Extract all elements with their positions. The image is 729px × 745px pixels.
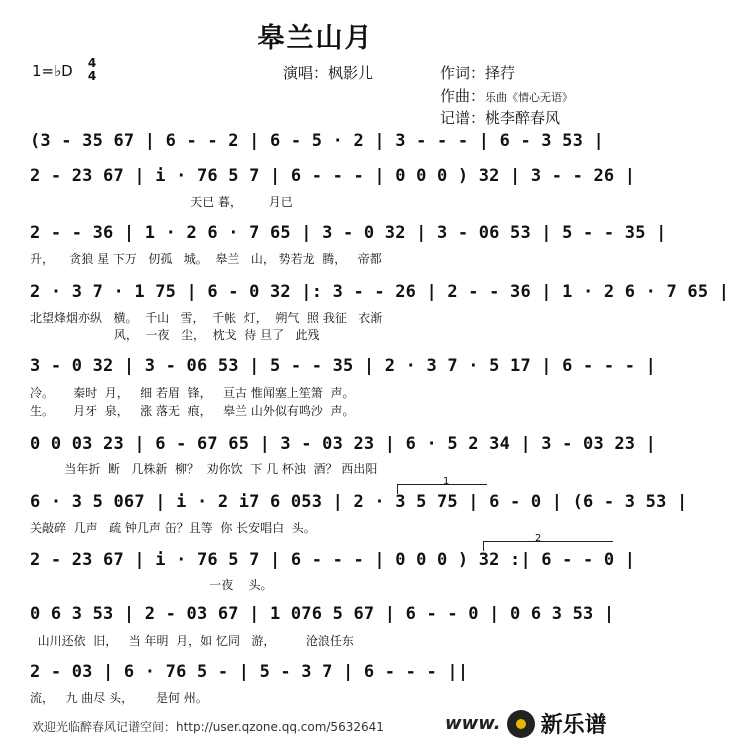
ending-bracket-1-number: 1 [443,476,450,487]
lyricist-credit: 作词：择荇 [440,64,516,82]
time-signature [85,57,99,83]
notation-row-6: 0 0 03 23 | 6 - 67 65 | 3 - 03 23 | 6 · 5 2 34 | 3 - 03 23 | [30,434,657,454]
notation-row-5: 3 - 0 32 | 3 - 06 53 | 5 - - 35 | 2 · 3 7 · 5 17 | 6 - - - | [30,356,657,376]
transcriber-credit: 记谱：桃李醉春风 [440,109,561,127]
notation-row-2: 2 - 23 67 | i · 76 5 7 | 6 - - - | 0 0 0 ) 32 | 3 - - 26 | [30,166,636,186]
footer-visit-text: 欢迎光临醉春风记谱空间：http://user.qzone.qq.com/5632641 [32,720,384,734]
notation-row-3: 2 - - 36 | 1 · 2 6 · 7 65 | 3 - 0 32 | 3 - 06 53 | 5 - - 35 | [30,223,667,243]
watermark-www: www. [445,713,501,734]
composer-label: 作曲： [440,87,486,105]
ending-bracket-1-line [397,484,487,485]
lyric-row-10-verse-1: 流， 九 曲尽 头， 是何 州。 [30,691,208,705]
composer-value: 乐曲《情心无语》 [485,91,574,104]
lyric-row-7-verse-1: 关敲碎 几声 疏 钟几声 缶？且等 你 长安唱白 头。 [30,521,316,535]
composer-credit [440,85,573,106]
lyric-row-9-verse-1: 山川还依 旧， 当 年明 月，如 忆同 游， 沧浪任东 [30,634,354,648]
lyric-row-4-verse-1: 北望烽烟亦纵 横。 千山 雪， 千帐 灯， 朔气 照 我征 衣渐 [30,311,383,325]
score-title: 皋兰山月 [257,23,374,54]
lyric-row-6-verse-1: 当年折 断 几株新 柳？ 劝你饮 下 几 杯浊 酒？ 西出阳 [30,462,378,476]
watermark-brand: 新乐谱 [540,713,607,738]
notation-row-10: 2 - 03 | 6 · 76 5 - | 5 - 3 7 | 6 - - - || [30,662,469,682]
notation-row-1: (3 - 35 67 | 6 - - 2 | 6 - 5 · 2 | 3 - - - | 6 - 3 53 | [30,131,604,151]
lyric-row-4-verse-2: 风， 一夜 尘， 枕戈 待 旦了 此残 [30,328,320,342]
notation-row-8: 2 - 23 67 | i · 76 5 7 | 6 - - - | 0 0 0 ) 32 :| 6 - - 0 | [30,550,636,570]
notation-row-4: 2 · 3 7 · 1 75 | 6 - 0 32 |: 3 - - 26 | 2 - - 36 | 1 · 2 6 · 7 65 | [30,282,729,302]
lyric-row-5-verse-2: 生。 月牙 泉， 涨 落无 痕， 皋兰 山外似有鸣沙 声。 [30,404,355,418]
lyric-row-3-verse-1: 升， 贪狼 星 下万 仞孤 城。 皋兰 山， 势若龙 腾， 帝都 [30,252,382,266]
watermark-logo [445,708,607,739]
ending-bracket-2-number: 2 [535,533,542,544]
lyric-row-5-verse-1: 冷。 秦时 月， 细 若眉 锋， 亘古 惟闻塞上笙箫 声。 [30,386,355,400]
lyric-row-2-verse-1: 天已 暮， 月已 [30,195,293,209]
time-signature-top: 4 [87,56,97,70]
ending-bracket-2-line [483,541,613,542]
key-signature: 1=♭D [32,62,73,80]
lyric-row-8-verse-1: 一夜 头。 [30,578,273,592]
notation-row-7: 6 · 3 5 067 | i · 2 i7 6 053 | 2 · 3 5 75 | 6 - 0 | (6 - 3 53 | [30,492,688,512]
singer-credit: 演唱：枫影儿 [283,64,374,82]
notation-row-9: 0 6 3 53 | 2 - 03 67 | 1 076 5 67 | 6 - - 0 | 0 6 3 53 | [30,604,615,624]
vinyl-disc-icon [507,710,535,738]
time-signature-bottom: 4 [87,69,97,83]
